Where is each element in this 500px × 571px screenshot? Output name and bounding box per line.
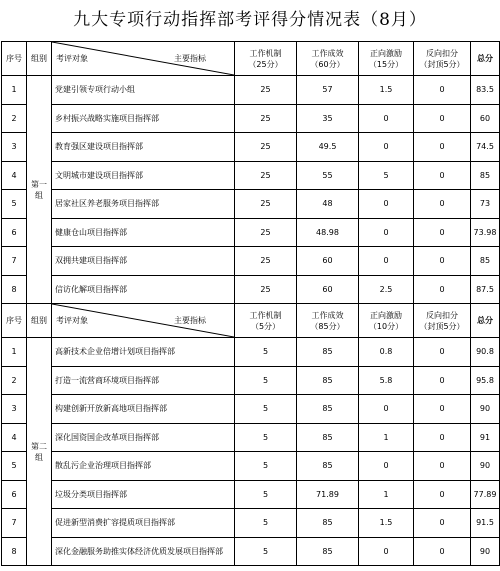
row-incentive: 0 [359,395,414,424]
row-mechanism: 5 [235,338,297,367]
table-row [2,395,500,424]
row-name: 文明城市建设项目指挥部 [52,161,235,190]
row-deduction: 0 [414,161,471,190]
table-row [2,423,500,452]
row-incentive: 0 [359,247,414,276]
group-label-line2: 组 [35,190,43,200]
row-incentive: 0 [359,133,414,162]
row-total: 77.89 [471,480,500,509]
row-incentive: 0 [359,190,414,219]
row-incentive: 1.5 [359,76,414,105]
header-total: 总分 [471,42,500,76]
row-name: 深化金融服务助推实体经济优质发展项目指挥部 [52,537,235,566]
header-deduction-line1: 反向扣分 [426,310,458,320]
row-deduction: 0 [414,509,471,538]
header-mechanism-line1: 工作机制 [249,48,282,58]
row-effect: 60 [297,247,359,276]
row-deduction: 0 [414,247,471,276]
row-seq: 8 [2,275,27,304]
row-effect: 85 [297,338,359,367]
row-mechanism: 5 [235,537,297,566]
row-seq: 5 [2,190,27,219]
table-row [2,161,500,190]
row-mechanism: 25 [235,133,297,162]
row-deduction: 0 [414,423,471,452]
header-seq: 序号 [2,42,27,76]
header-mechanism [235,42,297,76]
header-effect-line1: 工作成效 [311,310,344,320]
table-row [2,190,500,219]
table-row [2,218,500,247]
row-incentive: 0 [359,218,414,247]
row-mechanism: 25 [235,247,297,276]
row-total: 91 [471,423,500,452]
row-mechanism: 25 [235,104,297,133]
row-seq: 7 [2,247,27,276]
row-deduction: 0 [414,190,471,219]
row-seq: 6 [2,218,27,247]
header-effect-line1: 工作成效 [311,48,344,58]
row-incentive: 0 [359,104,414,133]
row-effect: 71.89 [297,480,359,509]
row-total: 90 [471,537,500,566]
row-total: 87.5 [471,275,500,304]
row-deduction: 0 [414,452,471,481]
header-diagonal-cell [52,304,235,338]
row-name: 健康仓山项目指挥部 [52,218,235,247]
table-row [2,537,500,566]
row-seq: 6 [2,480,27,509]
header-mechanism [235,304,297,338]
header-diagonal-cell [52,42,235,76]
table-row [2,104,500,133]
header-incentive-line1: 正向激励 [370,48,402,58]
row-name: 信访化解项目指挥部 [52,275,235,304]
row-mechanism: 25 [235,218,297,247]
row-deduction: 0 [414,218,471,247]
header-effect-line2: （60分） [310,59,345,69]
row-name: 打造一流营商环境项目指挥部 [52,366,235,395]
header-incentive-line2: （10分） [368,321,404,331]
header-deduction-line2: （封顶5分） [419,321,465,331]
header-group: 组别 [27,42,52,76]
table-row [2,338,500,367]
row-incentive: 2.5 [359,275,414,304]
header-deduction [414,304,471,338]
header-effect-line2: （85分） [310,321,345,331]
row-name: 双拥共建项目指挥部 [52,247,235,276]
row-mechanism: 5 [235,509,297,538]
row-deduction: 0 [414,104,471,133]
row-effect: 57 [297,76,359,105]
row-mechanism: 25 [235,76,297,105]
row-effect: 35 [297,104,359,133]
row-seq: 5 [2,452,27,481]
row-mechanism: 5 [235,452,297,481]
header-indicator-label: 主要指标 [174,316,206,325]
header-deduction [414,42,471,76]
row-total: 73 [471,190,500,219]
header-mechanism-line2: （25分） [248,59,283,69]
row-total: 85 [471,161,500,190]
row-total: 95.8 [471,366,500,395]
row-deduction: 0 [414,395,471,424]
row-name: 居家社区养老服务项目指挥部 [52,190,235,219]
table-row [2,509,500,538]
header-deduction-line1: 反向扣分 [426,48,458,58]
row-name: 高新技术企业倍增计划项目指挥部 [52,338,235,367]
header-effect [297,304,359,338]
row-mechanism: 5 [235,480,297,509]
header-deduction-line2: （封顶5分） [419,59,465,69]
score-table [1,41,500,566]
row-effect: 85 [297,509,359,538]
row-total: 90 [471,452,500,481]
row-incentive: 5.8 [359,366,414,395]
row-mechanism: 25 [235,275,297,304]
table-row [2,133,500,162]
row-name: 构建创新开放新高地项目指挥部 [52,395,235,424]
table-row [2,480,500,509]
row-total: 83.5 [471,76,500,105]
table-row [2,452,500,481]
page-title: 九大专项行动指挥部考评得分情况表（8月） [73,10,427,30]
row-total: 85 [471,247,500,276]
row-seq: 8 [2,537,27,566]
row-effect: 85 [297,537,359,566]
row-seq: 2 [2,104,27,133]
row-seq: 4 [2,423,27,452]
row-seq: 1 [2,338,27,367]
row-deduction: 0 [414,338,471,367]
row-seq: 3 [2,133,27,162]
row-seq: 7 [2,509,27,538]
table-row [2,366,500,395]
header-incentive-line1: 正向激励 [370,310,402,320]
group-label-line1: 第一 [31,179,47,189]
row-mechanism: 25 [235,161,297,190]
row-incentive: 1 [359,423,414,452]
table-row [2,247,500,276]
header-incentive [359,42,414,76]
row-incentive: 0.8 [359,338,414,367]
row-incentive: 0 [359,452,414,481]
row-effect: 85 [297,395,359,424]
row-total: 90 [471,395,500,424]
header-mechanism-line2: （5分） [250,321,281,331]
row-effect: 85 [297,452,359,481]
row-total: 60 [471,104,500,133]
row-effect: 55 [297,161,359,190]
row-mechanism: 25 [235,190,297,219]
group-label [27,76,52,304]
row-deduction: 0 [414,275,471,304]
row-deduction: 0 [414,537,471,566]
row-effect: 85 [297,366,359,395]
row-effect: 48 [297,190,359,219]
row-name: 垃圾分类项目指挥部 [52,480,235,509]
row-effect: 48.98 [297,218,359,247]
header-indicator-label: 主要指标 [174,54,206,63]
table-row [2,76,500,105]
header-object-label: 考评对象 [56,316,88,325]
header-row [2,42,500,76]
table-row [2,275,500,304]
row-deduction: 0 [414,480,471,509]
header-total: 总分 [471,304,500,338]
row-incentive: 5 [359,161,414,190]
header-group: 组别 [27,304,52,338]
row-effect: 85 [297,423,359,452]
row-mechanism: 5 [235,423,297,452]
group-label-line1: 第二 [31,441,47,451]
row-effect: 60 [297,275,359,304]
row-name: 散乱污企业治理项目指挥部 [52,452,235,481]
header-effect [297,42,359,76]
row-deduction: 0 [414,76,471,105]
row-name: 教育强区建设项目指挥部 [52,133,235,162]
row-total: 74.5 [471,133,500,162]
row-incentive: 0 [359,537,414,566]
row-total: 73.98 [471,218,500,247]
row-name: 乡村振兴战略实施项目指挥部 [52,104,235,133]
header-seq: 序号 [2,304,27,338]
group-label [27,338,52,566]
row-seq: 1 [2,76,27,105]
header-mechanism-line1: 工作机制 [249,310,282,320]
row-seq: 4 [2,161,27,190]
row-seq: 2 [2,366,27,395]
row-name: 促进新型消费扩容提质项目指挥部 [52,509,235,538]
row-seq: 3 [2,395,27,424]
row-name: 深化国资国企改革项目指挥部 [52,423,235,452]
row-total: 90.8 [471,338,500,367]
row-total: 91.5 [471,509,500,538]
header-incentive-line2: （15分） [368,59,404,69]
header-object-label: 考评对象 [56,54,88,63]
row-mechanism: 5 [235,366,297,395]
row-deduction: 0 [414,366,471,395]
group-label-line2: 组 [35,452,43,462]
row-incentive: 1.5 [359,509,414,538]
header-incentive [359,304,414,338]
row-deduction: 0 [414,133,471,162]
row-effect: 49.5 [297,133,359,162]
row-name: 党建引领专项行动小组 [52,76,235,105]
row-mechanism: 5 [235,395,297,424]
row-incentive: 1 [359,480,414,509]
header-row [2,304,500,338]
